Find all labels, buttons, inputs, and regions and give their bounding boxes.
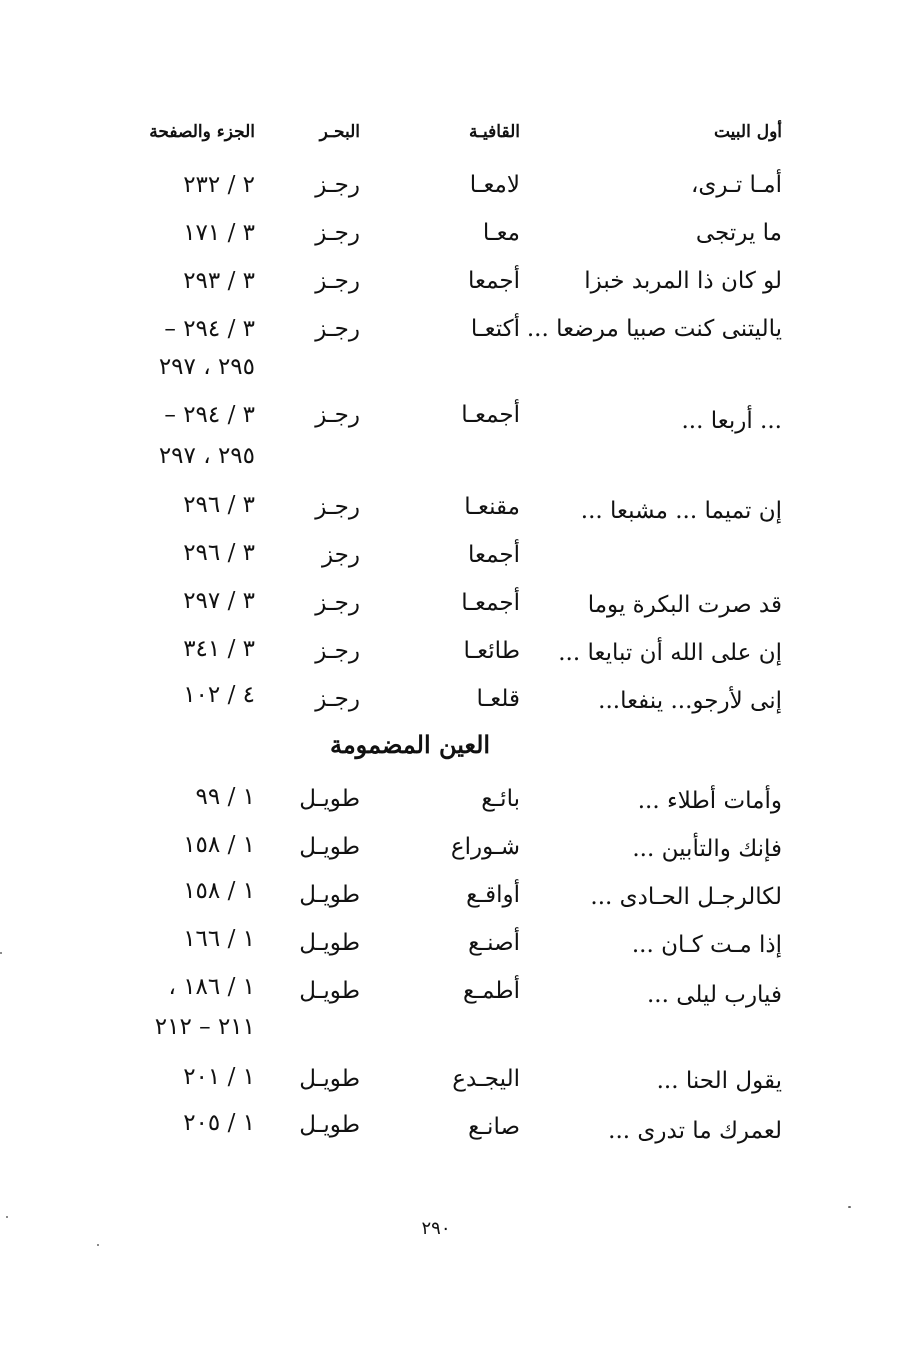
- row-reference: ١ / ١٦٦: [183, 926, 255, 952]
- row-meter: طويـل: [299, 1066, 360, 1092]
- row-meter: طويـل: [299, 834, 360, 860]
- header-meter: البحـر: [319, 122, 360, 142]
- row-reference: ٣ / ٣٤١: [183, 636, 255, 662]
- row-reference: ٣ / ٢٩٧: [183, 588, 255, 614]
- row-first-verse: ياليتنى كنت صبيا مرضعا ...: [526, 316, 782, 342]
- row-reference: ٣ / ١٧١: [183, 220, 255, 246]
- row-first-verse: إذا مـت كـان ...: [631, 932, 782, 958]
- row-rhyme: أطمـع: [463, 978, 520, 1004]
- row-first-verse: ما يرتجى: [695, 220, 782, 246]
- row-meter: رجـز: [315, 590, 360, 616]
- row-meter: رجـز: [315, 686, 360, 712]
- row-first-verse: أمـا تـرى،: [690, 172, 782, 198]
- row-rhyme: أواقـع: [466, 882, 520, 908]
- row-first-verse: لكالرجـل الحـادى ...: [590, 884, 782, 910]
- section-title: العين المضمومة: [329, 730, 491, 759]
- row-meter: رجـز: [315, 268, 360, 294]
- scan-speck: [6, 1216, 8, 1218]
- row-rhyme: أكتعـا: [470, 316, 520, 342]
- row-meter: رجـز: [315, 172, 360, 198]
- row-reference: ١ / ٩٩: [195, 784, 255, 810]
- row-reference: ٤ / ١٠٢: [183, 682, 255, 708]
- row-meter: طويـل: [299, 786, 360, 812]
- row-meter: طويـل: [299, 978, 360, 1004]
- row-meter: طويـل: [299, 930, 360, 956]
- row-reference: ٣ / ٢٩٣: [183, 268, 255, 294]
- row-first-verse: إنى لأرجو... ينفعا...: [598, 688, 782, 714]
- row-first-verse: وأمات أطلاء ...: [637, 788, 782, 814]
- row-first-verse: لو كان ذا المربد خبزا: [584, 268, 782, 294]
- row-rhyme: أجمعـا: [461, 402, 520, 428]
- row-first-verse: لعمرك ما تدرى ...: [608, 1118, 782, 1144]
- row-first-verse: قد صرت البكرة يوما: [587, 592, 782, 618]
- row-reference: ١ / ١٥٨: [183, 878, 255, 904]
- row-rhyme: اليجـدع: [452, 1066, 520, 1092]
- row-reference: ١ / ١٨٦ ،: [168, 974, 255, 1000]
- row-rhyme: لامعـا: [469, 172, 520, 198]
- row-reference: ٣ / ٢٩٤ –: [164, 402, 255, 428]
- row-reference: ٣ / ٢٩٦: [183, 540, 255, 566]
- row-first-verse: يقول الحنا ...: [656, 1068, 782, 1094]
- row-reference-continued: ٢٩٥ ، ٢٩٧: [158, 354, 255, 380]
- row-meter: طويـل: [299, 882, 360, 908]
- row-reference: ١ / ١٥٨: [183, 832, 255, 858]
- row-reference: ١ / ٢٠٥: [183, 1110, 255, 1136]
- row-rhyme: أجمعا: [467, 542, 520, 568]
- row-meter: رجـز: [315, 220, 360, 246]
- row-rhyme: مقنعـا: [464, 494, 520, 520]
- row-reference: ٢ / ٢٣٢: [183, 172, 255, 198]
- scan-speck: [848, 1206, 851, 1208]
- row-reference-continued: ٢١١ – ٢١٢: [154, 1014, 255, 1040]
- row-first-verse: ... أربعا ...: [681, 408, 782, 434]
- row-rhyme: قلعـا: [476, 686, 520, 712]
- row-rhyme: أجمعا: [467, 268, 520, 294]
- row-first-verse: إن تميما ... مشبعا ...: [580, 498, 782, 524]
- row-first-verse: فإنك والتأبين ...: [632, 836, 782, 862]
- row-rhyme: بائـع: [481, 786, 520, 812]
- row-meter: رجـز: [315, 494, 360, 520]
- scan-speck: [97, 1244, 99, 1246]
- row-first-verse: فيارب ليلى ...: [647, 982, 782, 1008]
- row-meter: طويـل: [299, 1112, 360, 1138]
- row-first-verse: إن على الله أن تبايعا ...: [558, 640, 782, 666]
- row-reference-continued: ٢٩٥ ، ٢٩٧: [158, 443, 255, 469]
- row-reference: ٣ / ٢٩٤ –: [164, 316, 255, 342]
- row-rhyme: أصنـع: [468, 930, 520, 956]
- row-reference: ١ / ٢٠١: [183, 1064, 255, 1090]
- header-first-verse: أول البيت: [713, 122, 782, 142]
- row-meter: رجز: [321, 542, 360, 568]
- row-rhyme: صانـع: [468, 1114, 520, 1140]
- row-rhyme: معـا: [482, 220, 520, 246]
- row-meter: رجـز: [315, 316, 360, 342]
- row-reference: ٣ / ٢٩٦: [183, 492, 255, 518]
- row-rhyme: شـوراع: [450, 834, 520, 860]
- scan-speck: [0, 952, 2, 954]
- row-rhyme: طائعـا: [463, 638, 520, 664]
- row-meter: رجـز: [315, 402, 360, 428]
- row-rhyme: أجمعـا: [461, 590, 520, 616]
- page-number: ٢٩٠: [421, 1218, 451, 1239]
- header-volume-page: الجزء والصفحة: [149, 122, 255, 142]
- header-rhyme: القافيـة: [468, 122, 520, 142]
- row-meter: رجـز: [315, 638, 360, 664]
